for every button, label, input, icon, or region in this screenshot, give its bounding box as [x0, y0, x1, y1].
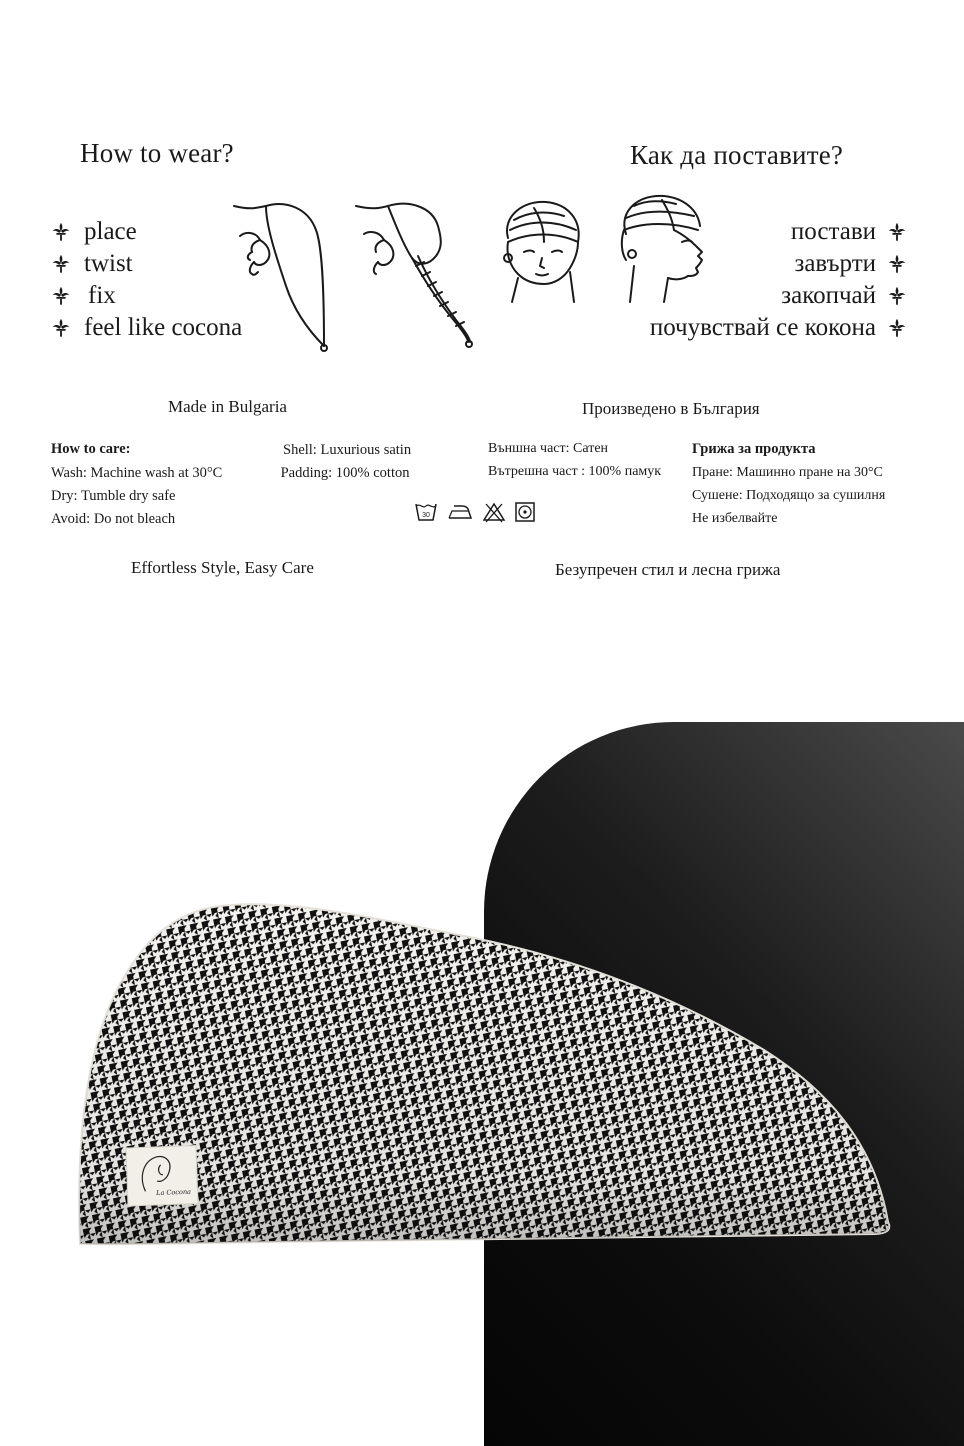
step-label: почувствай се кокона [649, 314, 876, 341]
care-line: Avoid: Do not bleach [51, 511, 176, 527]
step-label: завърти [794, 250, 876, 277]
fleur-de-lis-icon [50, 285, 72, 307]
how-to-wear-title-bg: Как да поставите? [630, 140, 844, 170]
care-heading: How to care: [51, 441, 131, 457]
made-in-label: Made in Bulgaria [168, 397, 287, 416]
towel-place-illustration [226, 196, 336, 356]
step-item [50, 312, 242, 344]
tagline-en: Effortless Style, Easy Care [131, 558, 314, 577]
step-label: закопчай [781, 282, 876, 309]
materials-bg [488, 437, 661, 483]
fleur-de-lis-icon [50, 221, 72, 243]
step-label: fix [88, 282, 116, 309]
care-heading: Грижа за продукта [692, 441, 816, 457]
fleur-de-lis-icon [50, 253, 72, 275]
step-item [50, 248, 242, 280]
wash-temp-label: 30 [422, 512, 430, 519]
materials-en [279, 439, 411, 485]
product-image [74, 900, 894, 1257]
material-line: Padding: 100% cotton [280, 465, 410, 481]
towel-wrapped-illustration [612, 190, 712, 308]
houndstooth-hair-towel [74, 900, 894, 1252]
step-label: feel like cocona [84, 314, 243, 341]
wash-30-icon [414, 501, 438, 523]
tumble-dry-icon [514, 501, 536, 523]
how-to-wear-title: How to wear? [80, 138, 234, 168]
material-line: Shell: Luxurious satin [283, 442, 412, 458]
fleur-de-lis-icon [886, 285, 908, 307]
care-instructions-bg [692, 439, 885, 530]
steps-list-en [50, 216, 242, 344]
care-line: Пране: Машинно пране на 30°C [692, 465, 883, 480]
step-label: place [84, 218, 137, 245]
no-bleach-icon [482, 501, 506, 523]
step-item [50, 216, 242, 248]
step-item [50, 280, 242, 312]
brand-label [126, 1146, 198, 1206]
iron-icon [446, 501, 474, 523]
fleur-de-lis-icon [886, 317, 908, 339]
care-symbols [414, 501, 536, 523]
fleur-de-lis-icon [886, 221, 908, 243]
step-item [588, 312, 908, 344]
fleur-de-lis-icon [50, 317, 72, 339]
material-line: Вътрешна част : 100% памук [488, 464, 662, 479]
step-label: постави [790, 218, 876, 245]
towel-twist-illustration [352, 196, 482, 356]
care-line: Сушене: Подходящо за сушилня [692, 488, 886, 503]
care-instructions-en [51, 439, 222, 531]
material-line: Външна част: Сатен [488, 441, 609, 456]
towel-fix-illustration [494, 198, 590, 308]
tagline-bg: Безупречен стил и лесна грижа [555, 560, 781, 579]
care-line: Dry: Tumble dry safe [51, 488, 176, 504]
step-label: twist [84, 250, 133, 277]
fleur-de-lis-icon [886, 253, 908, 275]
brand-logo-text: La Cocona [156, 1187, 192, 1197]
care-line: Не избелвайте [692, 511, 778, 526]
made-in-label-bg: Произведено в България [582, 399, 760, 418]
care-line: Wash: Machine wash at 30°C [51, 465, 223, 481]
